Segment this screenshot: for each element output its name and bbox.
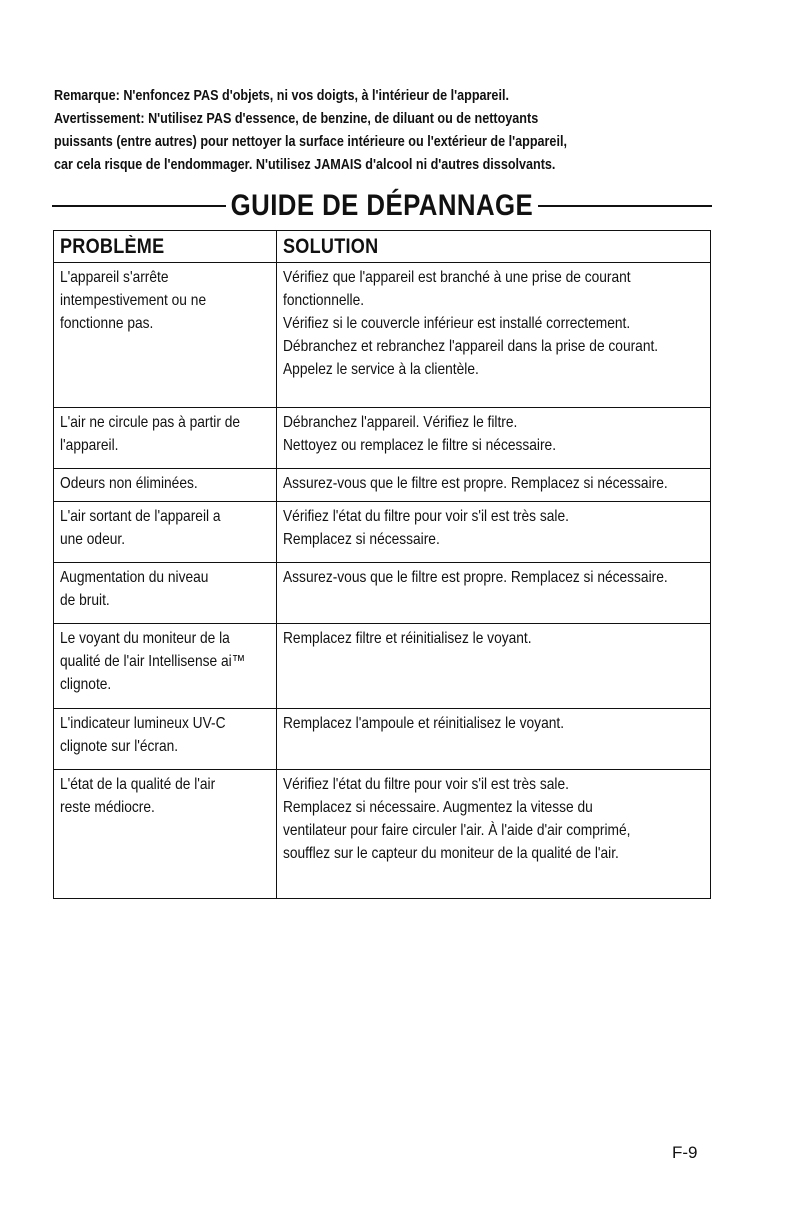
page-number: F-9 [672,1143,698,1162]
solution-line: Remplacez si nécessaire. Augmentez la vitesse du [283,799,593,816]
problem-line: clignote. [60,676,112,693]
table-row [54,502,711,563]
header-solution: SOLUTION [277,231,711,263]
table-header-row [54,231,711,263]
section-title-row [52,186,712,226]
problem-cell [54,502,277,563]
solution-line: Assurez-vous que le filtre est propre. Remplacez si nécessaire. [283,475,668,492]
problem-line: clignote sur l'écran. [60,738,179,755]
problem-cell [54,563,277,624]
table-row [54,563,711,624]
problem-line: L'indicateur lumineux UV-C [60,715,226,732]
solution-cell [277,770,711,899]
solution-line: Remplacez filtre et réinitialisez le voyant. [283,630,532,647]
problem-line: L'appareil s'arrête [60,269,169,286]
problem-line: intempestivement ou ne [60,292,207,309]
solution-cell [277,408,711,469]
solution-line: Appelez le service à la clientèle. [283,361,479,378]
problem-line: L'air sortant de l'appareil a [60,508,221,525]
problem-line: fonctionne pas. [60,315,154,332]
solution-line: ventilateur pour faire circuler l'air. À l'aide d'air comprimé, [283,822,631,839]
title-rule-left [52,205,226,207]
problem-cell [54,709,277,770]
solution-cell [277,563,711,624]
problem-cell [54,408,277,469]
problem-cell [54,469,277,502]
table-row [54,408,711,469]
problem-line: Augmentation du niveau [60,569,209,586]
title-rule-right [538,205,712,207]
solution-line: Vérifiez si le couvercle inférieur est installé correctement. [283,315,631,332]
table-row [54,263,711,408]
table-row [54,624,711,709]
solution-cell [277,469,711,502]
note-remark: Remarque: N'enfoncez PAS d'objets, ni vos doigts, à l'intérieur de l'appareil. [54,87,509,104]
table-row [54,469,711,502]
problem-line: l'appareil. [60,437,119,454]
problem-cell [54,770,277,899]
solution-line: Débranchez et rebranchez l'appareil dans la prise de courant. [283,338,659,355]
solution-line: Vérifiez que l'appareil est branché à une prise de courant [283,269,631,286]
problem-line: Odeurs non éliminées. [60,475,198,492]
problem-line: reste médiocre. [60,799,155,816]
problem-cell [54,263,277,408]
solution-line: Remplacez l'ampoule et réinitialisez le voyant. [283,715,565,732]
solution-cell [277,709,711,770]
problem-line: une odeur. [60,531,126,548]
solution-line: Débranchez l'appareil. Vérifiez le filtre. [283,414,518,431]
solution-cell [277,502,711,563]
problem-line: L'état de la qualité de l'air [60,776,216,793]
solution-line: Vérifiez l'état du filtre pour voir s'il est très sale. [283,508,569,525]
solution-cell [277,624,711,709]
section-title: GUIDE DE DÉPANNAGE [230,189,534,222]
header-problem: PROBLÈME [54,231,277,263]
solution-line: Assurez-vous que le filtre est propre. Remplacez si nécessaire. [283,569,668,586]
note-warning-line-1: Avertissement: N'utilisez PAS d'essence, de benzine, de diluant ou de nettoyants [54,110,539,127]
problem-line: Le voyant du moniteur de la [60,630,230,647]
problem-line: qualité de l'air Intellisense ai™ [60,653,246,670]
problem-line: de bruit. [60,592,110,609]
table-row [54,770,711,899]
notes-block [54,84,718,176]
solution-line: Vérifiez l'état du filtre pour voir s'il est très sale. [283,776,569,793]
note-warning-line-2: puissants (entre autres) pour nettoyer la surface intérieure ou l'extérieur de l'appareil, [54,133,567,150]
solution-line: soufflez sur le capteur du moniteur de la qualité de l'air. [283,845,619,862]
solution-line: Remplacez si nécessaire. [283,531,440,548]
problem-cell [54,624,277,709]
note-warning-line-3: car cela risque de l'endommager. N'utilisez JAMAIS d'alcool ni d'autres dissolvants. [54,156,556,173]
solution-line: Nettoyez ou remplacez le filtre si nécessaire. [283,437,557,454]
problem-line: L'air ne circule pas à partir de [60,414,241,431]
solution-cell [277,263,711,408]
solution-line: fonctionnelle. [283,292,365,309]
troubleshooting-table [53,230,711,899]
table-row [54,709,711,770]
